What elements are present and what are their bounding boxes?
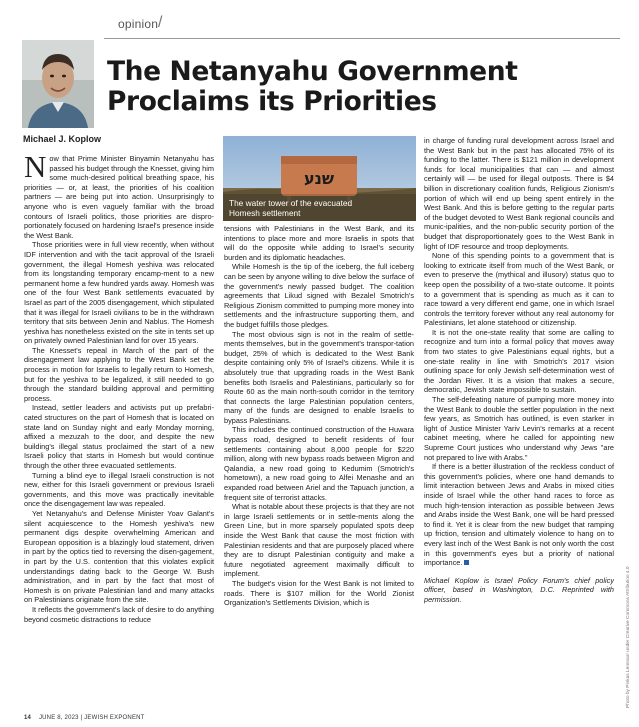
end-mark-icon — [464, 560, 469, 565]
paragraph: It is not the one-state reality that some are calling to recognize and turn into a formal policy that moves away from two states to give Palestinians equal rights, but a one-state reality in line with Smotrich's 2017 vision outlining space for only Jewish self-determination west of the Jordan River. It is a vision that makes a secure, democratic, Jewish state impossible to sustain. — [424, 327, 614, 395]
drop-cap: N — [24, 154, 47, 184]
paragraph: tensions with Palestinians in the West Bank, and its intentions to place more and more Israelis in spots that will do the opposite while adding to Israel's security burden and its diplomatic headaches. — [224, 224, 414, 262]
paragraph: What is notable about these projects is that they are not in large Israeli settlements or in settle-ments along the Green Line, but in more sparsely populated spots deep inside the West Bank that cause the most friction with Palestinian residents and that are purposely placed where they are to disrupt Palestinian contiguity and make a future negotiated agreement maximally difficult to implement. — [224, 502, 414, 579]
article-column-1 — [24, 154, 214, 694]
paragraph: Turning a blind eye to illegal Israeli construction is not new, either for this Israeli government or previous Israeli governments, and this move was practically inevitable once the disengagement law was repealed. — [24, 470, 214, 509]
author-name: Michael J. Koplow — [23, 134, 102, 144]
headline-line-2: Proclaims its Priorities — [107, 86, 437, 117]
page-number: 14 — [24, 715, 32, 721]
author-bio: Michael Koplow is Israel Policy Forum's chief policy officer, based in Washington, D.C. Reprinted with permission. — [424, 575, 614, 604]
author-photo — [22, 40, 94, 128]
photo-caption — [229, 199, 399, 218]
photo-caption-line-2: Homesh settlement — [229, 207, 301, 218]
paragraph: None of this spending points to a government that is looking to extricate itself from much of the West Bank, or even to preserve the (mythical and illusory) status quo to keep open the possibility of a two-state outcome. It points to a government that is spending as much as it can to race toward a very different end game, one in which Israel controls the territory forever without any real autonomy for Palestinians, let alone statehood or citizenship. — [424, 251, 614, 328]
paragraph: Those priorities were in full view recently, when without IDF intervention and with the tacit approval of the Israeli government, the illegal Homesh yeshiva was relocated from its longstanding temporary encamp-ment to a new permanent home a few hundred yards away. Homesh was one of the four West Bank settlements evacuated by Israel as part of the 2005 disengagement, which stipulated that it was illegal for Israeli civilians to be in the withdrawn territory that sits between Jenin and Nablus. The Homesh yeshiva has nonetheless existed on the site in tents set up on privately owned Palestinian land for over 15 years. — [24, 240, 214, 346]
article-headline — [107, 57, 627, 117]
paragraph: Yet Netanyahu's and Defense Minister Yoav Galant's silent acquiescence to the Homesh yeshiva's new permanent digs despite overwhelming American and European opposition is a blazingly loud statement, driven in part by the optics tied to reversing the disen-gagement, in part by the U.S. contention that this violates explicit understandings dating back to the George W. Bush administration, and in part by the fact that most of Homesh is on private Palestinian land and many attacks on Palestinians originate from the site. — [24, 508, 214, 605]
paragraph: The self-defeating nature of pumping more money into the West Bank to double the settler population in the next few years, as Smotrich has outlined, is even starker in light of Justice Minister Yariv Levin's remarks at a recent cabinet meeting, where he called for appointing new Supreme Court justices who understand why Jews "are not prepared to live with Arabs." — [424, 395, 614, 462]
article-column-3 — [424, 136, 614, 700]
section-slash: / — [158, 14, 163, 31]
top-rule — [104, 38, 620, 39]
photo-credit: Photo by Pinkas Lenmaor under Creative Commons Attribution 4.0 — [626, 566, 631, 708]
paragraph: If there is a better illustration of the reckless conduct of this government's policies, where one hand demands to limit interaction between Jews and Arabs in mixed cities inside of Israel while the other hand races to force as much high-tension interaction as possible between Jews and Arabs inside the West Bank, one will be hard pressed to find it. Yet it is clear from the new budget that ramping up friction, tension and ultimately violence to hang on to every last inch of the West Bank is not only worth the cost in this government's eyes but a priority of national importance. — [424, 462, 614, 568]
page-footer — [24, 715, 145, 721]
paragraph: It reflects the government's lack of desire to do anything beyond cosmetic distractions to reduce — [24, 604, 214, 624]
paragraph: The budget's vision for the West Bank is not limited to roads. There is $107 million for the World Zionist Organization's Settlements Division, which is — [224, 578, 414, 608]
section-tag — [104, 16, 164, 34]
paragraph: The most obvious sign is not in the realm of settle-ments themselves, but in the government's transpor-tation budget, 25% of which is dedicated to the West Bank despite containing only 5% of Israel's citizens. While it is absolutely true that upgrading roads in the West Bank benefits both Israelis and Palestinians, particularly so for Route 60 as the main north-south corridor in the territory that connects the large Palestinian population centers, many of the funds are designed to enable Israelis to bypass Palestinians. — [224, 329, 414, 425]
paragraph: While Homesh is the tip of the iceberg, the full iceberg can be seen by anyone willing to dive below the surface of the government's newly passed budget. The coalition agreements that Likud signed with Bezalel Smotrich's Religious Zionism committed to pumping more money into settlements and the infrastructure supporting them, and the budget fulfills those pledges. — [224, 262, 414, 329]
tower-graffiti: שנע — [303, 169, 335, 188]
paragraph: The Knesset's repeal in March of the part of the disengagement law applying to the West Bank set the process in motion for Israelis to legally return to Homesh, but for the yeshiva to be legalized, it still needed to go through the standard building approval and permitting process. — [24, 345, 214, 403]
paragraph: Instead, settler leaders and activists put up prefabri-cated structures on the part of Homesh that is located on state land on Sunday night and early Monday morning, affixed a mezuzah to the door, and despite the new building's illegal status proclaimed the start of a new Israeli policy that starts in Homesh but would continue through the other three evacuated settlements. — [24, 403, 214, 470]
photo-caption-line-1: The water tower of the evacuated — [229, 198, 353, 208]
section-label: opinion — [118, 17, 159, 31]
paragraph: in charge of funding rural development across Israel and the West Bank but in the past has allocated 75% of its funding to the latter. There is $121 million in development funds for local municipalities that can — and almost certainly will — be used for illegal outposts. There is $4 billion in discretionary coalition funds, Religious Zionism's portion of which will end up being spent entirely in the West Bank. And this is before getting to the regular parts of the budget devoted to West Bank regional councils and munic-ipalities, and the non-public security portion of the budget that disproportionately goes to the West Bank in light of IDF resource and troop deployments. — [424, 136, 614, 251]
paragraph: This includes the continued construction of the Huwara bypass road, designed to benefit residents of four settlements containing about 8,000 people for $220 million, along with new bypass roads between Migron and Qalandia, a new road going to Kedumim (Smotrich's hometown), a new road going to Alfei Menashe and an expanded road between Ariel and the Tapuach junction, a frequent site of terrorist attacks. — [224, 425, 414, 502]
article-column-2 — [224, 224, 414, 694]
headline-line-1: The Netanyahu Government — [107, 56, 518, 87]
issue-info: JUNE 8, 2023 | JEWISH EXPONENT — [38, 715, 145, 721]
paragraph: Now that Prime Minister Binyamin Netanyahu has passed his budget through the Knesset, giving him some much-desired political breathing space, his priorities — or, at least, the priorities of his coalition partners — are being put into action. Unsurprisingly to anyone who is even vaguely familiar with the broad contours of Israeli politics, those priorities are dispro-portionately focused on hardening Israel's presence inside the West Bank. — [24, 154, 214, 240]
